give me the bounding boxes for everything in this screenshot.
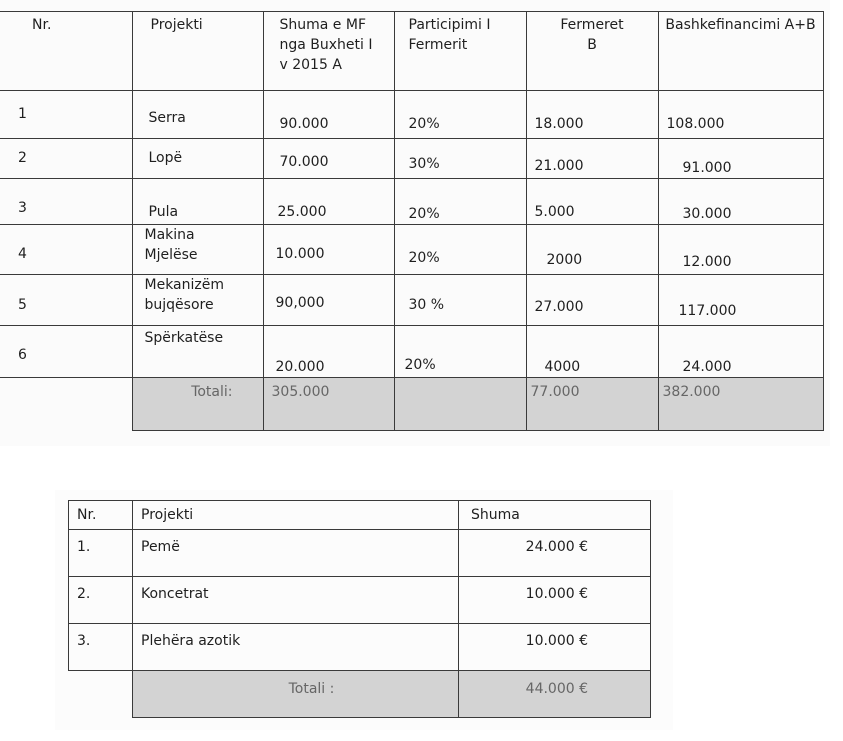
cell-bashkefinancimi: 91.000: [682, 160, 732, 176]
cell-fermeret: 2000: [546, 252, 583, 268]
cell-shuma: 10.000 €: [525, 633, 588, 649]
table-row: [0, 179, 823, 225]
total-label: Totali :: [288, 681, 335, 697]
cell-fermeret: 4000: [544, 359, 581, 375]
total-shuma: 305.000: [271, 384, 330, 400]
cell-shuma: 25.000: [277, 204, 327, 220]
cell-participimi: 20%: [408, 250, 440, 266]
table-row: [69, 624, 651, 671]
table-row: [0, 225, 823, 275]
table-row: [0, 275, 823, 326]
cell-shuma: 20.000: [275, 359, 325, 375]
cell-nr: 1.: [77, 539, 91, 555]
table-row: [0, 91, 823, 139]
table-row: [69, 577, 651, 624]
cell-shuma: 70.000: [279, 154, 329, 170]
table-header-row: [0, 12, 823, 91]
cell-shuma: 10.000: [275, 246, 325, 262]
cell-fermeret: 27.000: [534, 299, 584, 315]
cell-projekti: Pemë: [141, 539, 180, 555]
header-participimi: Participimi I Fermerit: [408, 17, 491, 53]
cell-participimi: 30 %: [408, 297, 445, 313]
total-fermeret: 77.000: [530, 384, 580, 400]
cell-bashkefinancimi: 117.000: [678, 303, 737, 319]
header-projekti: Projekti: [150, 17, 203, 33]
cell-nr: 3: [18, 200, 27, 216]
total-participimi-empty: [394, 378, 526, 431]
cell-bashkefinancimi: 108.000: [666, 116, 725, 132]
cell-projekti: Mekanizëm bujqësore: [144, 277, 224, 313]
total-row: [69, 671, 651, 718]
cell-nr: 4: [18, 246, 27, 262]
cell-shuma: 10.000 €: [525, 586, 588, 602]
cell-fermeret: 18.000: [534, 116, 584, 132]
cell-bashkefinancimi: 24.000: [682, 359, 732, 375]
cell-participimi: 20%: [408, 116, 440, 132]
projects-amount-table: [68, 500, 651, 718]
cell-projekti: Koncetrat: [141, 586, 209, 602]
cell-participimi: 20%: [404, 357, 436, 373]
cell-projekti: Serra: [148, 110, 186, 126]
cell-shuma: 90.000: [279, 116, 329, 132]
cell-projekti: Makina Mjelëse: [144, 227, 198, 263]
cell-bashkefinancimi: 12.000: [682, 254, 732, 270]
cell-nr: 1: [18, 106, 27, 122]
header-nr: Nr.: [77, 507, 97, 523]
header-shuma: Shuma: [471, 507, 520, 523]
cell-nr: 5: [18, 297, 27, 313]
cell-nr: 2: [18, 150, 27, 166]
cofinancing-table: [0, 11, 824, 431]
cell-shuma: 24.000 €: [525, 539, 588, 555]
total-label: Totali:: [191, 384, 233, 400]
cell-projekti: Pula: [148, 204, 179, 220]
header-projekti: Projekti: [141, 507, 194, 523]
header-shuma: Shuma e MF nga Buxheti I v 2015 A: [279, 17, 373, 73]
table-row: [0, 139, 823, 179]
total-spacer: [69, 671, 133, 718]
cell-participimi: 30%: [408, 156, 440, 172]
cell-projekti: Lopë: [148, 150, 183, 166]
header-bashkefinancimi: Bashkefinancimi A+B: [665, 17, 816, 33]
cell-nr: 6: [18, 347, 27, 363]
total-shuma: 44.000 €: [525, 681, 588, 697]
cell-bashkefinancimi: 30.000: [682, 206, 732, 222]
cell-fermeret: 5.000: [534, 204, 575, 220]
total-row: [0, 378, 823, 431]
cell-nr: 2.: [77, 586, 91, 602]
cell-shuma: 90,000: [275, 295, 325, 311]
cell-nr: 3.: [77, 633, 91, 649]
cell-projekti: Spërkatëse: [144, 330, 224, 346]
total-spacer: [0, 378, 132, 431]
total-bashkefinancimi: 382.000: [662, 384, 721, 400]
table-row: [0, 326, 823, 378]
header-nr: Nr.: [32, 17, 52, 33]
cell-participimi: 20%: [408, 206, 440, 222]
cell-fermeret: 21.000: [534, 158, 584, 174]
table-header-row: [69, 501, 651, 530]
header-fermeret: Fermeret B: [560, 17, 624, 53]
cell-projekti: Plehëra azotik: [141, 633, 241, 649]
table-row: [69, 530, 651, 577]
